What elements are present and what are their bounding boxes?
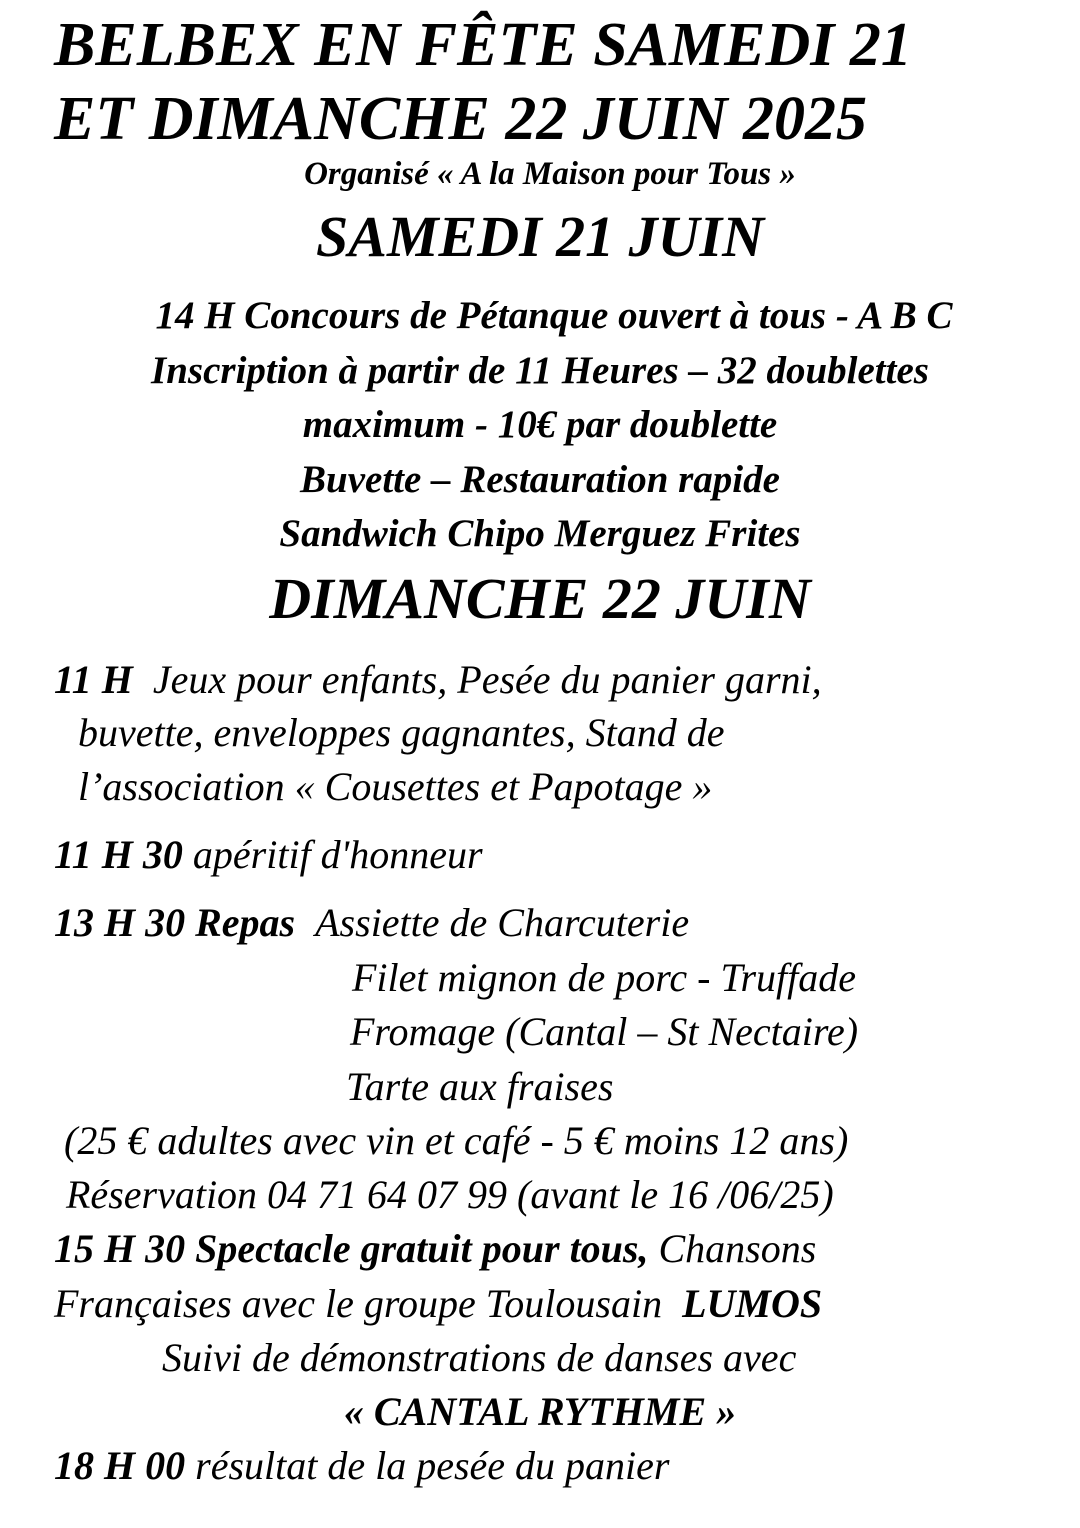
meal-item-1: Assiette de Charcuterie xyxy=(315,900,690,945)
saturday-line-food: Sandwich Chipo Merguez Frites xyxy=(279,512,801,555)
games-text-1: Jeux pour enfants, Pesée du panier garni, xyxy=(152,657,822,702)
sunday-meal-line xyxy=(54,900,690,945)
meal-reservation: Réservation 04 71 64 07 99 (avant le 16 /06/25) xyxy=(66,1172,834,1217)
time-11h30: 11 H 30 xyxy=(54,832,183,877)
title-line-1: BELBEX EN FÊTE SAMEDI 21 xyxy=(54,11,912,79)
subtitle: Organisé « A la Maison pour Tous » xyxy=(304,156,796,192)
meal-item-3: Fromage (Cantal – St Nectaire) xyxy=(350,1009,859,1054)
sunday-games-line-2: buvette, enveloppes gagnantes, Stand de xyxy=(78,710,725,755)
meal-price: (25 € adultes avec vin et café - 5 € moins 12 ans) xyxy=(64,1118,849,1163)
meal-item-2: Filet mignon de porc - Truffade xyxy=(352,955,857,1000)
sunday-show-line-2 xyxy=(54,1281,823,1326)
result-text: résultat de la pesée du panier xyxy=(195,1443,670,1488)
saturday-line-price: maximum - 10€ par doublette xyxy=(302,403,778,446)
time-11h: 11 H xyxy=(54,657,133,702)
show-group-name: LUMOS xyxy=(682,1281,823,1326)
sunday-games-line-3: l’association « Cousettes et Papotage » xyxy=(78,764,713,809)
sunday-aperitif-line xyxy=(54,832,483,877)
dance-group-name: « CANTAL RYTHME » xyxy=(343,1389,737,1434)
time-13h30-repas: 13 H 30 Repas xyxy=(54,900,296,945)
saturday-line-inscription: Inscription à partir de 11 Heures – 32 doublettes xyxy=(151,349,929,392)
aperitif-text: apéritif d'honneur xyxy=(192,832,483,877)
saturday-heading: SAMEDI 21 JUIN xyxy=(316,204,764,269)
sunday-heading: DIMANCHE 22 JUIN xyxy=(269,566,811,631)
sunday-show-line-3: Suivi de démonstrations de danses avec xyxy=(162,1335,797,1380)
show-text-2: Françaises avec le groupe Toulousain xyxy=(54,1281,663,1326)
title-line-2: ET DIMANCHE 22 JUIN 2025 xyxy=(54,85,867,153)
sunday-games-line-1 xyxy=(54,657,822,702)
meal-item-4: Tarte aux fraises xyxy=(346,1064,614,1109)
saturday-line-petanque: 14 H Concours de Pétanque ouvert à tous - A B C xyxy=(155,294,953,337)
time-15h30-spectacle: 15 H 30 Spectacle gratuit pour tous, xyxy=(54,1226,649,1271)
sunday-show-line-1 xyxy=(54,1226,817,1271)
sunday-result-line xyxy=(54,1443,670,1488)
show-text-1: Chansons xyxy=(658,1226,817,1271)
saturday-line-buvette: Buvette – Restauration rapide xyxy=(300,458,780,501)
time-18h00: 18 H 00 xyxy=(54,1443,186,1488)
